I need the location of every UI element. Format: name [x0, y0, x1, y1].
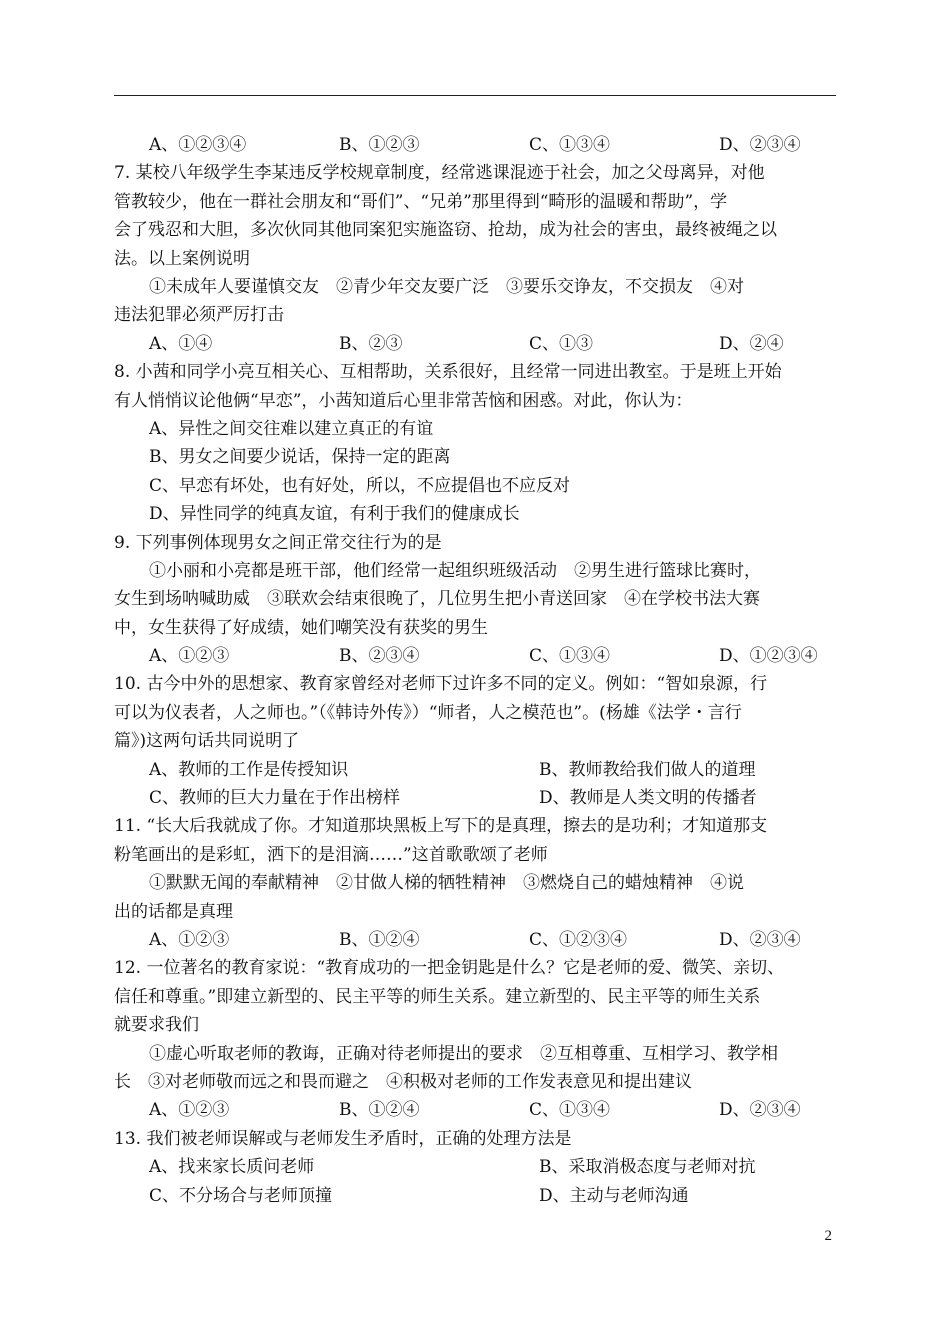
- question-10: [114, 670, 844, 812]
- q10-options-row-2: [114, 784, 844, 812]
- option-b: B、①②④: [339, 930, 420, 951]
- option-b: B、男女之间要少说话，保持一定的距离: [149, 447, 451, 468]
- option-b: B、①②③: [339, 135, 420, 155]
- option-c: C、①③④: [529, 135, 611, 155]
- statement-line: ①虚心听取老师的教诲，正确对待老师提出的要求 ②互相尊重、互相学习、教学相: [149, 1043, 778, 1064]
- statement-line: 中，女生获得了好成绩，她们嘲笑没有获奖的男生: [114, 617, 488, 638]
- option-c: C、①③④: [529, 1100, 611, 1121]
- option-c: C、不分场合与老师顶撞: [149, 1185, 333, 1206]
- q7-options: [114, 330, 844, 358]
- question-stem-line: 8. 小茜和同学小亮互相关心、互相帮助，关系很好，且经常一同进出教室。于是班上开始: [114, 362, 782, 383]
- question-13: [114, 1125, 844, 1210]
- option-a: A、①②③: [149, 1100, 230, 1121]
- option-b: B、②③: [339, 333, 403, 354]
- option-d: D、教师是人类文明的传播者: [539, 788, 757, 809]
- option-c: C、①③④: [529, 646, 611, 667]
- option-a: A、①②③④: [149, 135, 247, 155]
- question-stem-line: 法。以上案例说明: [114, 248, 250, 269]
- option-d: D、异性同学的纯真友谊，有利于我们的健康成长: [149, 504, 520, 525]
- question-7: [114, 159, 844, 358]
- option-b: B、②③④: [339, 646, 420, 667]
- question-stem-line: 粉笔画出的是彩虹，洒下的是泪滴……”这首歌歌颂了老师: [114, 844, 548, 865]
- question-stem-line: 7. 某校八年级学生李某违反学校规章制度，经常逃课混迹于社会，加之父母离异，对他: [114, 163, 765, 184]
- question-stem-line: 有人悄悄议论他俩“早恋”，小茜知道后心里非常苦恼和困惑。对此，你认为：: [114, 390, 693, 411]
- question-stem-line: 10. 古今中外的思想家、教育家曾经对老师下过许多不同的定义。例如：“智如泉源，行: [114, 674, 768, 695]
- question-8: [114, 358, 844, 528]
- option-d: D、②③④: [719, 930, 801, 951]
- option-c: C、教师的巨大力量在于作出榜样: [149, 788, 401, 809]
- option-d: D、②④: [719, 333, 784, 354]
- question-stem-line: 就要求我们: [114, 1015, 199, 1036]
- option-a: A、异性之间交往难以建立真正的有谊: [149, 418, 434, 439]
- statement-line: 违法犯罪必须严厉打击: [114, 305, 284, 326]
- header-rule: [114, 95, 836, 96]
- option-a: A、教师的工作是传授知识: [149, 759, 349, 780]
- question-stem-line: 9. 下列事例体现男女之间正常交往行为的是: [114, 532, 442, 553]
- question-stem-line: 篇》)这两句话共同说明了: [114, 731, 300, 752]
- q9-options: [114, 642, 844, 670]
- option-c: C、①②③④: [529, 930, 628, 951]
- question-11: [114, 812, 844, 954]
- q13-options-row-2: [114, 1182, 844, 1210]
- statement-line: 女生到场呐喊助威 ③联欢会结束很晚了，几位男生把小青送回家 ④在学校书法大赛: [114, 589, 760, 610]
- question-12: [114, 954, 844, 1124]
- question-stem-line: 12. 一位著名的教育家说：“教育成功的一把金钥匙是什么？它是老师的爱、微笑、亲切、: [114, 958, 785, 979]
- statement-line: 出的话都是真理: [114, 901, 233, 922]
- statement-line: ①小丽和小亮都是班干部，他们经常一起组织班级活动 ②男生进行篮球比赛时，: [149, 560, 761, 581]
- option-d: D、②③④: [719, 1100, 801, 1121]
- option-b: B、教师教给我们做人的道理: [539, 759, 756, 780]
- question-stem-line: 信任和尊重。”即建立新型的、民主平等的师生关系。建立新型的、民主平等的师生关系: [114, 986, 761, 1007]
- option-c: C、早恋有坏处，也有好处，所以，不应提倡也不应反对: [149, 475, 571, 496]
- option-d: D、主动与老师沟通: [539, 1185, 689, 1206]
- q6-options: [114, 131, 844, 159]
- option-b: B、采取消极态度与老师对抗: [539, 1157, 756, 1178]
- statement-line: 长 ③对老师敬而远之和畏而避之 ④积极对老师的工作发表意见和提出建议: [114, 1071, 692, 1092]
- option-d: D、①②③④: [719, 646, 818, 667]
- question-stem-line: 13. 我们被老师误解或与老师发生矛盾时，正确的处理方法是: [114, 1128, 572, 1149]
- option-c: C、①③: [529, 333, 594, 354]
- option-a: A、找来家长质问老师: [149, 1157, 315, 1178]
- option-a: A、①②③: [149, 646, 230, 667]
- question-9: [114, 529, 844, 671]
- q11-options: [114, 926, 844, 954]
- page-number: 2: [824, 1228, 832, 1244]
- question-stem-line: 可以为仪表者，人之师也。”（《韩诗外传》）“师者，人之模范也”。(杨雄《法学・言行: [114, 702, 742, 723]
- option-d: D、②③④: [719, 135, 801, 155]
- option-a: A、①②③: [149, 930, 230, 951]
- statement-line: ①默默无闻的奉献精神 ②甘做人梯的牺牲精神 ③燃烧自己的蜡烛精神 ④说: [149, 873, 744, 894]
- option-a: A、①④: [149, 333, 213, 354]
- q10-options-row-1: [114, 756, 844, 784]
- statement-line: ①未成年人要谨慎交友 ②青少年交友要广泛 ③要乐交诤友，不交损友 ④对: [149, 276, 744, 297]
- question-stem-line: 11. “长大后我就成了你。才知道那块黑板上写下的是真理，擦去的是功利；才知道那支: [114, 816, 768, 837]
- q13-options-row-1: [114, 1153, 844, 1181]
- q12-options: [114, 1096, 844, 1124]
- question-stem-line: 管教较少，他在一群社会朋友和“哥们”、“兄弟”那里得到“畸形的温暖和帮助”，学: [114, 191, 728, 212]
- exam-content: [114, 131, 844, 1210]
- option-b: B、①②④: [339, 1100, 420, 1121]
- question-stem-line: 会了残忍和大胆，多次伙同其他同案犯实施盗窃、抢劫，成为社会的害虫，最终被绳之以: [114, 220, 777, 241]
